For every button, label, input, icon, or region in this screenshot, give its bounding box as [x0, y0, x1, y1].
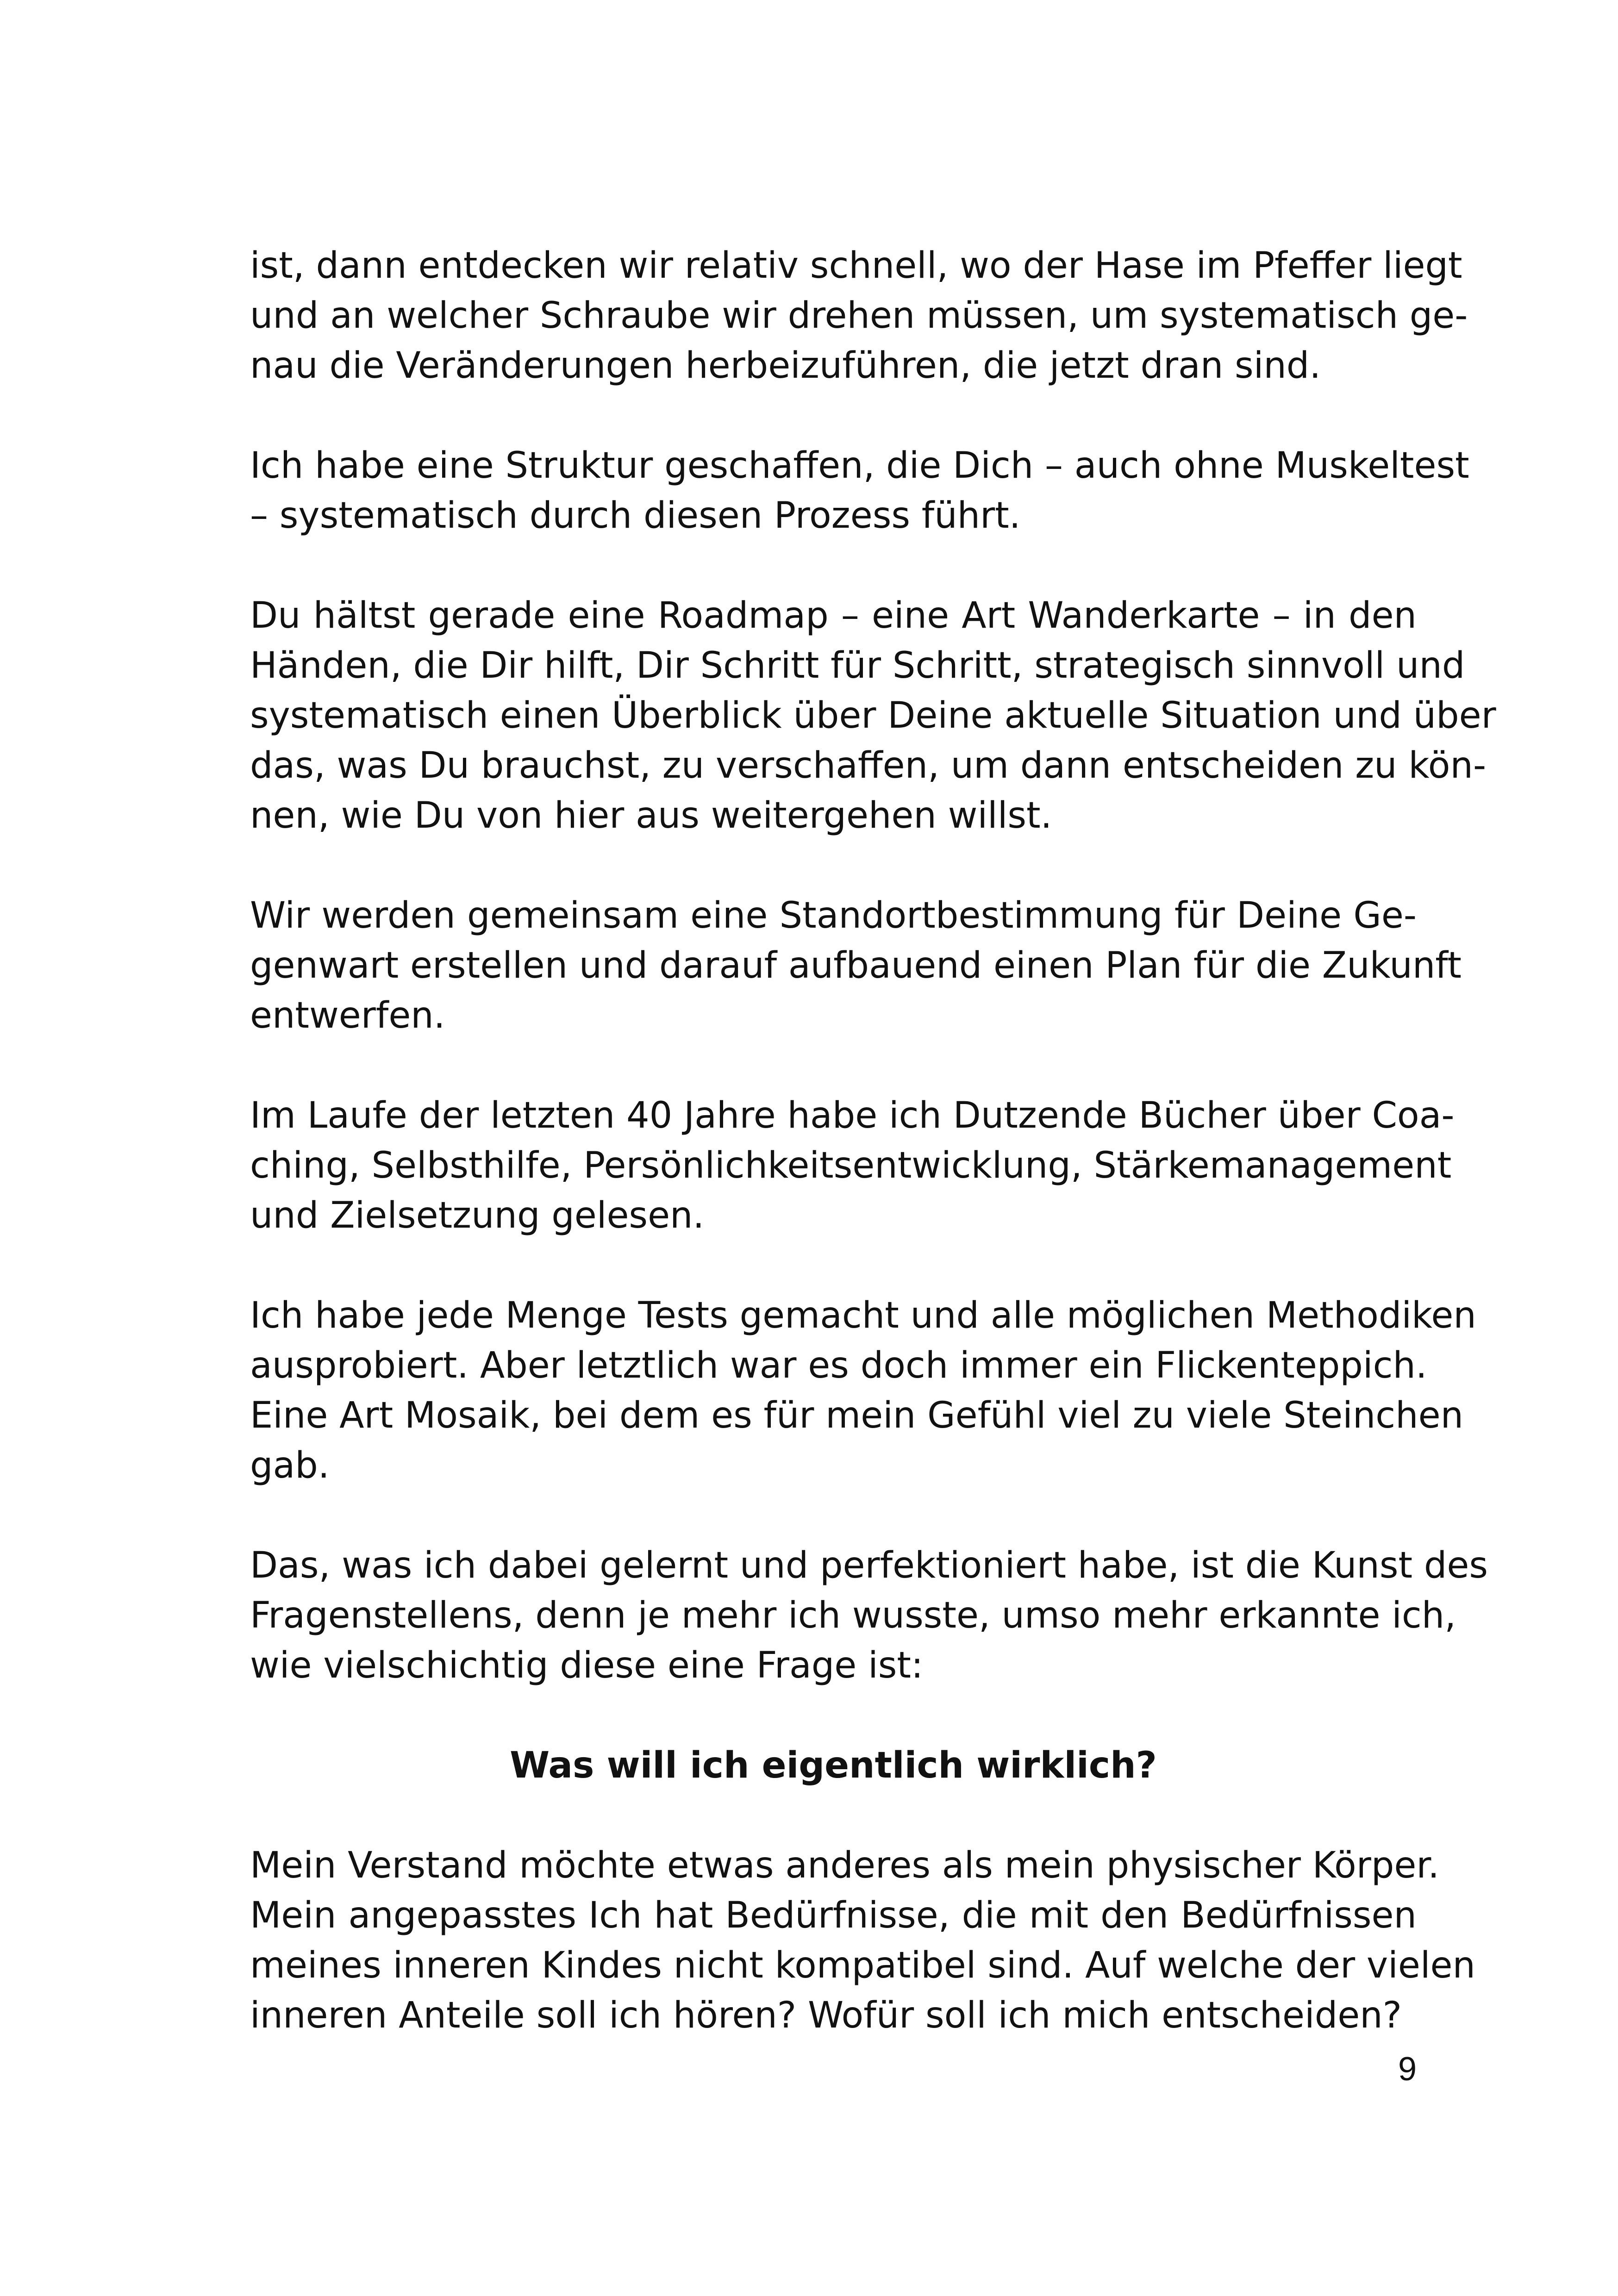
paragraph-6: [250, 1291, 1476, 1491]
text-line: ist, dann entdecken wir relativ schnell, wo der Hase im Pfeffer liegt: [250, 245, 1462, 287]
highlighted-question: Was will ich eigentlich wirklich?: [510, 1745, 1157, 1786]
text-line: Im Laufe der letzten 40 Jahre habe ich Dutzende Bücher über Coa-: [250, 1095, 1455, 1136]
text-line: Mein angepasstes Ich hat Bedürfnisse, die mit den Bedürfnissen: [250, 1895, 1417, 1936]
paragraph-7: [250, 1541, 1488, 1691]
text-line: das, was Du brauchst, zu verschaffen, um dann entscheiden zu kön-: [250, 745, 1487, 786]
text-line: und an welcher Schraube wir drehen müssen, um systematisch ge-: [250, 295, 1468, 337]
paragraph-5: [250, 1091, 1455, 1241]
text-line: nau die Veränderungen herbeizuführen, die jetzt dran sind.: [250, 345, 1321, 387]
text-line: und Zielsetzung gelesen.: [250, 1195, 705, 1236]
text-line: gab.: [250, 1445, 330, 1486]
text-line: inneren Anteile soll ich hören? Wofür soll ich mich entscheiden?: [250, 1995, 1402, 2036]
text-line: Du hältst gerade eine Roadmap – eine Art Wanderkarte – in den: [250, 595, 1417, 636]
paragraph-8: [250, 1841, 1475, 2040]
text-line: ching, Selbsthilfe, Persönlichkeitsentwicklung, Stärkemanagement: [250, 1145, 1452, 1186]
paragraph-2: [250, 441, 1469, 541]
text-line: Wir werden gemeinsam eine Standortbestimmung für Deine Ge-: [250, 895, 1417, 936]
text-line: Fragenstellens, denn je mehr ich wusste, umso mehr erkannte ich,: [250, 1595, 1456, 1636]
text-line: Mein Verstand möchte etwas anderes als mein physischer Körper.: [250, 1845, 1440, 1886]
text-line: systematisch einen Überblick über Deine aktuelle Situation und über: [250, 695, 1496, 736]
text-line: Eine Art Mosaik, bei dem es für mein Gefühl viel zu viele Steinchen: [250, 1395, 1464, 1436]
paragraph-3: [250, 591, 1496, 841]
paragraph-1: [250, 241, 1468, 391]
text-line: entwerfen.: [250, 995, 445, 1036]
text-line: Ich habe jede Menge Tests gemacht und alle möglichen Methodiken: [250, 1295, 1476, 1336]
text-line: Das, was ich dabei gelernt und perfektioniert habe, ist die Kunst des: [250, 1545, 1488, 1586]
body-text: [250, 241, 1496, 2040]
text-line: nen, wie Du von hier aus weitergehen willst.: [250, 795, 1052, 836]
text-line: genwart erstellen und darauf aufbauend einen Plan für die Zukunft: [250, 945, 1462, 986]
page-number: 9: [1398, 2051, 1417, 2088]
paragraph-4: [250, 891, 1462, 1041]
text-line: – systematisch durch diesen Prozess führt.: [250, 495, 1021, 537]
text-line: ausprobiert. Aber letztlich war es doch immer ein Flickenteppich.: [250, 1345, 1427, 1386]
text-line: meines inneren Kindes nicht kompatibel sind. Auf welche der vielen: [250, 1945, 1475, 1986]
text-line: Händen, die Dir hilft, Dir Schritt für Schritt, strategisch sinnvoll und: [250, 645, 1465, 686]
text-line: Ich habe eine Struktur geschaffen, die Dich – auch ohne Muskeltest: [250, 445, 1469, 487]
text-line: wie vielschichtig diese eine Frage ist:: [250, 1645, 924, 1686]
